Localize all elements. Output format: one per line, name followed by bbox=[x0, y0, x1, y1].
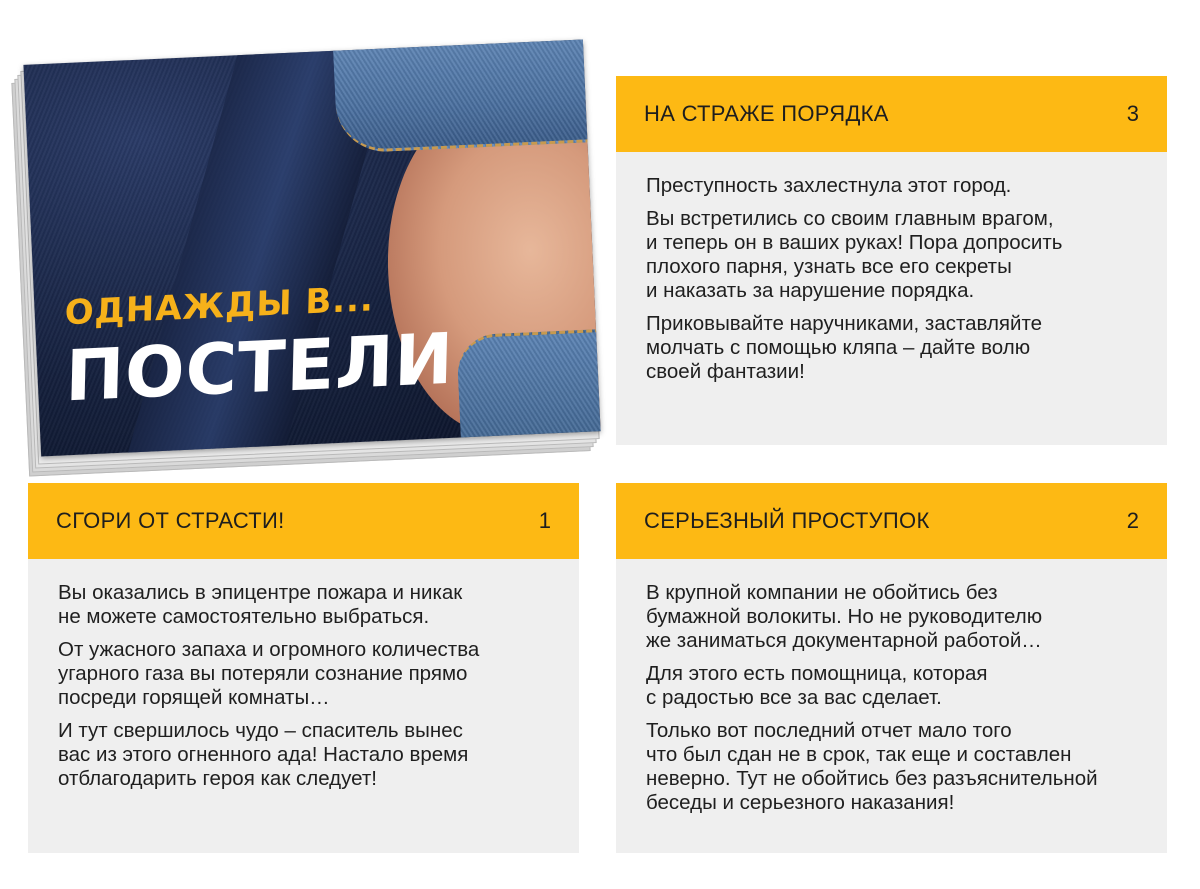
card-cover bbox=[23, 40, 600, 457]
card-number: 1 bbox=[538, 508, 551, 533]
cover-title-line-1: ОДНАЖДЫ В... bbox=[64, 279, 375, 334]
card-paragraph: Вы встретились со своим главным врагом, и теперь он в ваших руках! Пора допросить плохого парня, узнать все его секреты и наказать за нарушение порядка. bbox=[646, 207, 1063, 302]
card-body bbox=[28, 559, 579, 791]
card-paragraph: В крупной компании не обойтись без бумажной волокиты. Но не руководителю же заниматься документарной работой… bbox=[646, 581, 1043, 652]
card-title: СГОРИ ОТ СТРАСТИ! bbox=[56, 508, 285, 533]
card-paragraph: Преступность захлестнула этот город. bbox=[646, 174, 1012, 197]
card-paragraph: И тут свершилось чудо – спаситель вынес вас из этого огненного ада! Настало время отблагодарить героя как следует! bbox=[58, 719, 469, 790]
card-paragraph: Вы оказались в эпицентре пожара и никак не можете самостоятельно выбраться. bbox=[58, 581, 463, 628]
card-body bbox=[616, 152, 1167, 384]
scenario-card-burn-with-passion bbox=[28, 483, 579, 853]
card-header bbox=[28, 483, 579, 559]
cover-title-line-2: ПОСТЕЛИ bbox=[64, 317, 455, 418]
scenario-card-law-and-order bbox=[616, 76, 1167, 445]
card-number: 2 bbox=[1126, 508, 1139, 533]
card-body bbox=[616, 559, 1167, 815]
card-header bbox=[616, 76, 1167, 152]
card-paragraph: От ужасного запаха и огромного количества угарного газа вы потеряли сознание прямо посреди горящей комнаты… bbox=[58, 638, 480, 709]
card-paragraph: Для этого есть помощница, которая с радостью все за вас сделает. bbox=[646, 662, 988, 709]
card-paragraph: Только вот последний отчет мало того что был сдан не в срок, так еще и составлен неверно. Тут не обойтись без разъяснительной беседы и серьезного наказания! bbox=[646, 719, 1098, 814]
scenario-card-serious-offense bbox=[616, 483, 1167, 853]
card-number: 3 bbox=[1126, 101, 1139, 126]
product-card-deck-image bbox=[12, 50, 597, 470]
card-title: СЕРЬЕЗНЫЙ ПРОСТУПОК bbox=[644, 508, 930, 533]
card-title: НА СТРАЖЕ ПОРЯДКА bbox=[644, 101, 889, 126]
denim-shirt-graphic bbox=[333, 40, 601, 154]
card-header bbox=[616, 483, 1167, 559]
card-paragraph: Приковывайте наручниками, заставляйте молчать с помощью кляпа – дайте волю своей фантазии! bbox=[646, 312, 1043, 383]
